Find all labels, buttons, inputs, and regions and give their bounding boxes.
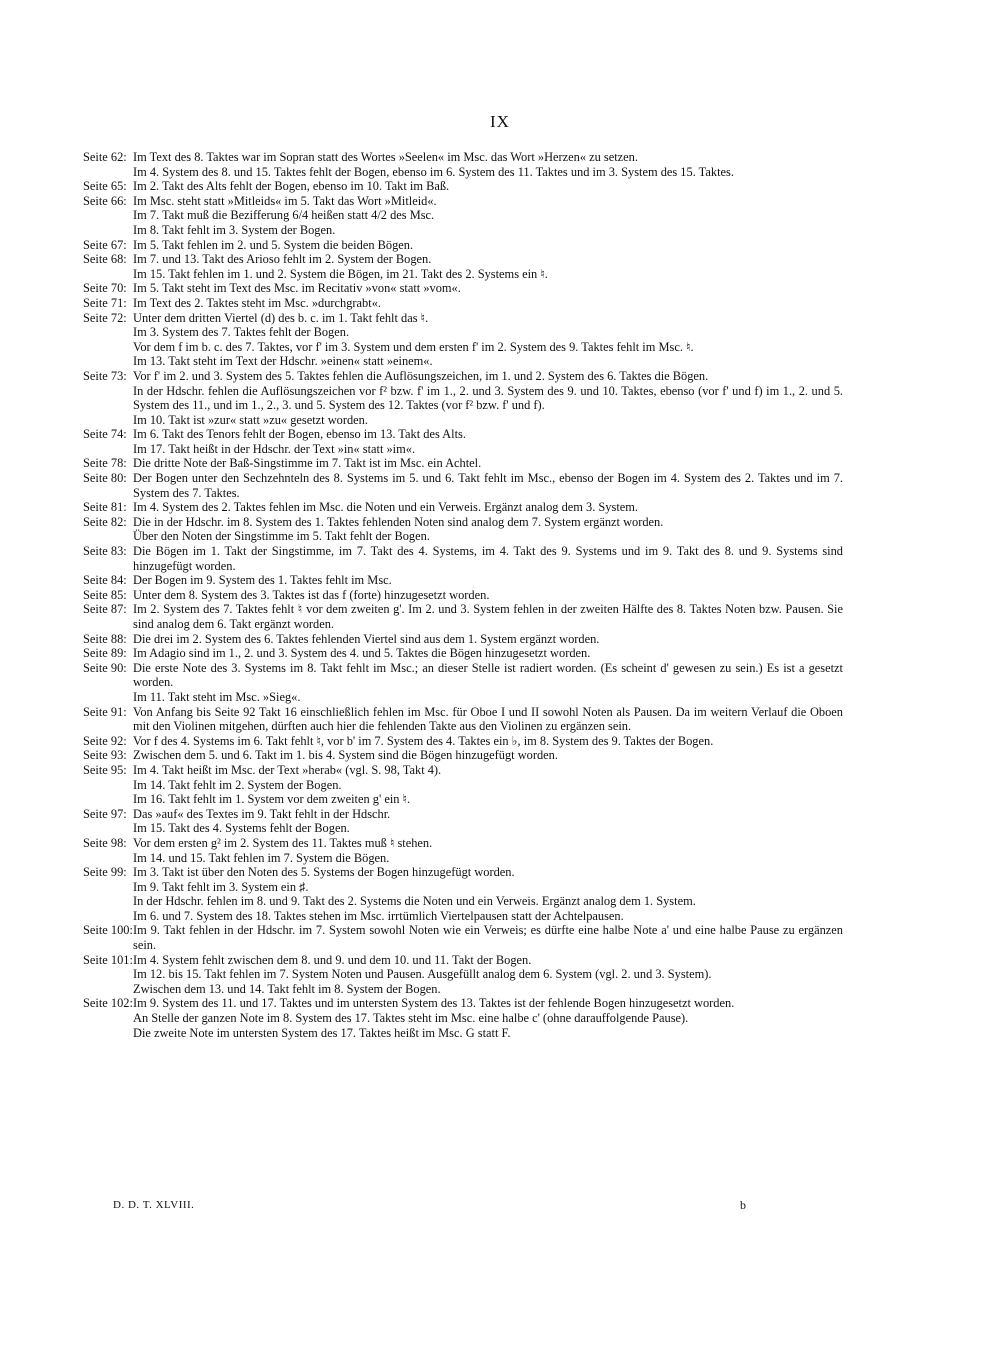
note-page-label: Seite 99: [83, 865, 127, 880]
note-page-label: Seite 66: [83, 193, 127, 208]
note-page-label: Seite 93: [83, 748, 127, 763]
note-line: Im 10. Takt ist »zur« statt »zu« gesetzt worden. [133, 412, 368, 427]
note-line: Im 6. Takt des Tenors fehlt der Bogen, ebenso im 13. Takt des Alts. [133, 427, 466, 442]
note-page-label: Seite 90: [83, 660, 127, 675]
note-line: Das »auf« des Textes im 9. Takt fehlt in der Hdschr. [133, 806, 391, 821]
note-line: Die zweite Note im untersten System des 17. Taktes heißt im Msc. G statt F. [133, 1025, 511, 1040]
note-line: Vor dem ersten g² im 2. System des 11. Taktes muß ♮ stehen. [133, 835, 433, 850]
note-page-label: Seite 80: [83, 471, 127, 486]
note-entry [83, 238, 843, 253]
note-line: Im 2. System des 7. Taktes fehlt ♮ vor dem zweiten g'. Im 2. und 3. System fehlen in der zweiten Hälfte des 8. Taktes Noten bzw. Pausen. Sie sind analog dem 6. Takt ergänzt worden. [133, 602, 843, 631]
note-entry [83, 748, 843, 763]
note-page-label: Seite 72: [83, 310, 127, 325]
note-entry [83, 734, 843, 749]
note-line: Der Bogen unter den Sechzehnteln des 8. Systems im 5. und 6. Takt fehlt im Msc., ebenso der Bogen im 4. System des 2. Taktes und im 7. System des 7. Taktes. [133, 471, 843, 500]
note-entry [83, 836, 843, 865]
note-page-label: Seite 67: [83, 237, 127, 252]
note-entry [83, 150, 843, 179]
note-page-label: Seite 102: [83, 996, 133, 1011]
note-page-label: Seite 71: [83, 295, 127, 310]
note-line: Im 15. Takt fehlen im 1. und 2. System die Bögen, im 21. Takt des 2. Systems ein ♮. [133, 266, 548, 281]
note-entry [83, 588, 843, 603]
note-entry [83, 807, 843, 836]
note-entry [83, 369, 843, 427]
note-page-label: Seite 91: [83, 704, 127, 719]
note-line: Im 14. und 15. Takt fehlen im 7. System die Bögen. [133, 850, 390, 865]
note-page-label: Seite 65: [83, 179, 127, 194]
note-line: Im 4. Takt heißt im Msc. der Text »herab« (vgl. S. 98, Takt 4). [133, 762, 442, 777]
note-page-label: Seite 87: [83, 602, 127, 617]
note-line: Vor dem f im b. c. des 7. Taktes, vor f' im 3. System und dem ersten f' im 2. System des 9. Taktes fehlt im Msc. ♮. [133, 339, 694, 354]
note-line: Im Text des 2. Taktes steht im Msc. »durchgrabt«. [133, 295, 381, 310]
note-line: Im 7. Takt muß die Bezifferung 6/4 heißen statt 4/2 des Msc. [133, 208, 435, 223]
note-line: Im 6. und 7. System des 18. Taktes stehen im Msc. irrtümlich Viertelpausen statt der Achtelpausen. [133, 908, 624, 923]
note-line: Zwischen dem 5. und 6. Takt im 1. bis 4. System sind die Bögen hinzugefügt worden. [133, 748, 558, 763]
note-page-label: Seite 101: [83, 952, 133, 967]
note-line: Im 9. Takt fehlt im 3. System ein ♯. [133, 879, 309, 894]
note-entry [83, 427, 843, 456]
note-page-label: Seite 92: [83, 733, 127, 748]
footer-volume-label: D. D. T. XLVIII. [113, 1199, 195, 1211]
note-entry [83, 632, 843, 647]
note-line: Im 16. Takt fehlt im 1. System vor dem zweiten g' ein ♮. [133, 792, 411, 807]
note-page-label: Seite 78: [83, 456, 127, 471]
note-page-label: Seite 70: [83, 281, 127, 296]
note-entry [83, 953, 843, 997]
note-entry [83, 500, 843, 515]
note-line: Unter dem dritten Viertel (d) des b. c. im 1. Takt fehlt das ♮. [133, 310, 429, 325]
note-line: Im 9. System des 11. und 17. Taktes und im untersten System des 13. Taktes ist der fehlende Bogen hinzugesetzt worden. [133, 996, 735, 1011]
note-line: Im 4. System des 8. und 15. Taktes fehlt der Bogen, ebenso im 6. System des 11. Taktes und im 3. System des 15. Taktes. [133, 164, 734, 179]
note-entry [83, 544, 843, 573]
note-line: Im 5. Takt fehlen im 2. und 5. System die beiden Bögen. [133, 237, 414, 252]
note-page-label: Seite 83: [83, 544, 127, 559]
note-line: Im 3. System des 7. Taktes fehlt der Bogen. [133, 325, 350, 340]
note-line: Im 12. bis 15. Takt fehlen im 7. System Noten und Pausen. Ausgefüllt analog dem 6. System (vgl. 2. und 3. System). [133, 967, 712, 982]
note-entry [83, 705, 843, 734]
note-line: An Stelle der ganzen Note im 8. System des 17. Taktes steht im Msc. eine halbe c' (ohne darauffolgende Pause). [133, 1011, 689, 1026]
note-line: Im Adagio sind im 1., 2. und 3. System des 4. und 5. Taktes die Bögen hinzugesetzt worden. [133, 646, 591, 661]
note-page-label: Seite 68: [83, 252, 127, 267]
note-entry [83, 471, 843, 500]
note-page-label: Seite 100: [83, 923, 133, 938]
note-page-label: Seite 81: [83, 500, 127, 515]
note-entry [83, 311, 843, 369]
note-line: Im 2. Takt des Alts fehlt der Bogen, ebenso im 10. Takt im Baß. [133, 179, 450, 194]
note-page-label: Seite 84: [83, 573, 127, 588]
note-entry [83, 661, 843, 705]
note-entry [83, 296, 843, 311]
note-line: Im 11. Takt steht im Msc. »Sieg«. [133, 689, 301, 704]
note-line: Die drei im 2. System des 6. Taktes fehlenden Viertel sind aus dem 1. System ergänzt worden. [133, 631, 600, 646]
note-line: Im 3. Takt ist über den Noten des 5. Systems der Bogen hinzugefügt worden. [133, 865, 515, 880]
note-entry [83, 281, 843, 296]
note-line: Die dritte Note der Baß-Singstimme im 7. Takt ist im Msc. ein Achtel. [133, 456, 482, 471]
note-line: Die in der Hdschr. im 8. System des 1. Taktes fehlenden Noten sind analog dem 7. System ergänzt worden. [133, 514, 664, 529]
note-line: Im 5. Takt steht im Text des Msc. im Recitativ »von« statt »vom«. [133, 281, 461, 296]
note-line: Im 8. Takt fehlt im 3. System der Bogen. [133, 222, 336, 237]
note-entry [83, 179, 843, 194]
note-line: Im 4. System fehlt zwischen dem 8. und 9. und dem 10. und 11. Takt der Bogen. [133, 952, 532, 967]
note-line: Im 7. und 13. Takt des Arioso fehlt im 2. System der Bogen. [133, 252, 432, 267]
note-entry [83, 763, 843, 807]
note-page-label: Seite 97: [83, 806, 127, 821]
note-line: Die erste Note des 3. Systems im 8. Takt fehlt im Msc.; an dieser Stelle ist radiert worden. (Es scheint d' gewesen zu sein.) Es ist a gesetzt worden. [133, 660, 843, 690]
note-line: Im 4. System des 2. Taktes fehlen im Msc. die Noten und ein Verweis. Ergänzt analog dem 3. System. [133, 500, 638, 515]
note-line: Im 14. Takt fehlt im 2. System der Bogen. [133, 777, 342, 792]
note-page-label: Seite 95: [83, 762, 127, 777]
note-entry [83, 865, 843, 923]
note-line: Im Text des 8. Taktes war im Sopran statt des Wortes »Seelen« im Msc. das Wort »Herzen« zu setzen. [133, 150, 638, 164]
note-page-label: Seite 73: [83, 368, 127, 383]
note-line: Im 15. Takt des 4. Systems fehlt der Bogen. [133, 821, 350, 836]
note-line: In der Hdschr. fehlen die Auflösungszeichen vor f² bzw. f' im 1., 2. und 3. System des 9. und 10. Taktes, ebenso (vor f' und f) im 1., 2. und 5. System des 11., und im 1., 2., 3. und 5. System des 12. Taktes (vor f² bzw. f' und f). [133, 383, 843, 413]
note-page-label: Seite 74: [83, 427, 127, 442]
note-line: In der Hdschr. fehlen im 8. und 9. Takt des 2. Systems die Noten und ein Verweis. Ergänzt analog dem 1. System. [133, 894, 696, 909]
note-line: Die Bögen im 1. Takt der Singstimme, im 7. Takt des 4. Systems, im 4. Takt des 9. Systems und im 9. Takt des 8. und 9. Systems sind hinzugefügt worden. [133, 544, 843, 573]
page-number: IX [490, 112, 510, 131]
note-page-label: Seite 85: [83, 587, 127, 602]
note-line: Im 9. Takt fehlen in der Hdschr. im 7. System sowohl Noten wie ein Verweis; es dürfte eine halbe Note a' und eine halbe Pause zu ergänzen sein. [133, 923, 843, 953]
note-entry [83, 923, 843, 952]
note-line: Zwischen dem 13. und 14. Takt fehlt im 8. System der Bogen. [133, 981, 441, 996]
note-entry [83, 515, 843, 544]
note-line: Der Bogen im 9. System des 1. Taktes fehlt im Msc. [133, 573, 392, 588]
note-line: Im 17. Takt heißt in der Hdschr. der Text »in« statt »im«. [133, 441, 416, 456]
footer-signature-mark: b [740, 1198, 746, 1212]
note-line: Vor f des 4. Systems im 6. Takt fehlt ♮, vor b' im 7. System des 4. Taktes ein ♭, im 8. System des 9. Taktes der Bogen. [133, 733, 714, 748]
note-line: Vor f' im 2. und 3. System des 5. Taktes fehlen die Auflösungszeichen, im 1. und 2. System des 6. Taktes die Bögen. [133, 368, 709, 383]
note-line: Im Msc. steht statt »Mitleids« im 5. Takt das Wort »Mitleid«. [133, 193, 437, 208]
note-line: Über den Noten der Singstimme im 5. Takt fehlt der Bogen. [133, 529, 430, 544]
note-entry [83, 252, 843, 281]
note-entry [83, 573, 843, 588]
note-page-label: Seite 82: [83, 514, 127, 529]
note-entry [83, 456, 843, 471]
note-entry [83, 646, 843, 661]
note-entry [83, 602, 843, 631]
critical-notes-list [83, 150, 843, 1040]
note-entry [83, 996, 843, 1040]
note-page-label: Seite 98: [83, 835, 127, 850]
note-line: Unter dem 8. System des 3. Taktes ist das f (forte) hinzugesetzt worden. [133, 587, 490, 602]
note-entry [83, 194, 843, 238]
note-line: Von Anfang bis Seite 92 Takt 16 einschließlich fehlen im Msc. für Oboe I und II sowohl Noten als Pausen. Da im weitern Verlauf die Oboen mit den Violinen mitgehen, dürften auch hier die fehlenden Takte aus den Violinen zu ergänzen sein. [133, 704, 843, 734]
note-line: Im 13. Takt steht im Text der Hdschr. »einen« statt »einem«. [133, 354, 433, 369]
note-page-label: Seite 88: [83, 631, 127, 646]
note-page-label: Seite 62: [83, 150, 127, 164]
note-page-label: Seite 89: [83, 646, 127, 661]
